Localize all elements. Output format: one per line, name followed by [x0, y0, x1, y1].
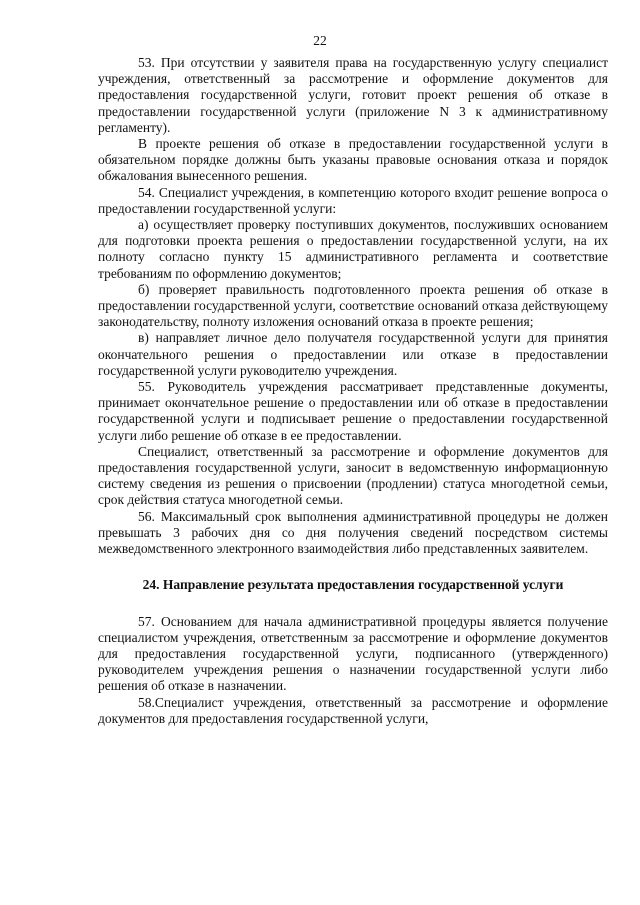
paragraph-55-specialist: Специалист, ответственный за рассмотрение и оформление документов для предоставления государственной услуги, заносит в ведомственную информационную систему сведения из решения о присвоении (продлении) статуса многодетной семьи, срок действия статуса многодетной семьи.	[98, 443, 608, 508]
paragraph-54-b: б) проверяет правильность подготовленного проекта решения об отказе в предоставлении государственной услуги, соответствие оснований отказа действующему законодательству, полноту изложения оснований отказа в проекте решения;	[98, 281, 608, 330]
paragraph-53: 53. При отсутствии у заявителя права на государственную услугу специалист учреждения, ответственный за рассмотрение и оформление документов для предоставления государственной услуги, готовит проект решения об отказе в предоставлении государственной услуги (приложение N 3 к административному регламенту).	[98, 55, 608, 135]
paragraph-56: 56. Максимальный срок выполнения административной процедуры не должен превышать 3 рабочих дня со дня получения сведений посредством системы межведомственного электронного взаимодействия либо представленных заявителем.	[98, 508, 608, 557]
paragraph-55: 55. Руководитель учреждения рассматривает представленные документы, принимает окончательное решение о предоставлении или об отказе в предоставлении государственной услуги и подписывает решение о предоставлении государственной услуги либо решение об отказе в ее предоставлении.	[98, 379, 608, 443]
paragraph-57: 57. Основанием для начала административной процедуры является получение специалистом учреждения, ответственным за рассмотрение и оформление документов для предоставления государственной услуги, подписанного (утвержденного) руководителем учреждения решения о назначении государственной услуги либо решения об отказе в назначении.	[98, 613, 608, 694]
paragraph-54: 54. Специалист учреждения, в компетенцию которого входит решение вопроса о предоставлении государственной услуги:	[98, 184, 608, 216]
document-body	[98, 55, 608, 727]
section-heading: 24. Направление результата предоставления государственной услуги	[142, 577, 564, 593]
paragraph-54-a: а) осуществляет проверку поступивших документов, послуживших основанием для подготовки проекта решения о предоставлении государственной услуги, на их полноту согласно пункту 15 административного регламента и соответствие требованиям по оформлению документов;	[98, 217, 608, 281]
paragraph-53-refusal-details: В проекте решения об отказе в предоставлении государственной услуги в обязательном порядке должны быть указаны правовые основания отказа и порядок обжалования вынесенного решения.	[98, 136, 608, 184]
page-number: 22	[313, 33, 327, 48]
paragraph-58: 58.Специалист учреждения, ответственный за рассмотрение и оформление документов для предоставления государственной услуги,	[98, 694, 608, 726]
paragraph-54-c: в) направляет личное дело получателя государственной услуги для принятия окончательного решения о предоставлении или отказе в предоставлении государственной услуги руководителю учреждения.	[98, 330, 608, 378]
